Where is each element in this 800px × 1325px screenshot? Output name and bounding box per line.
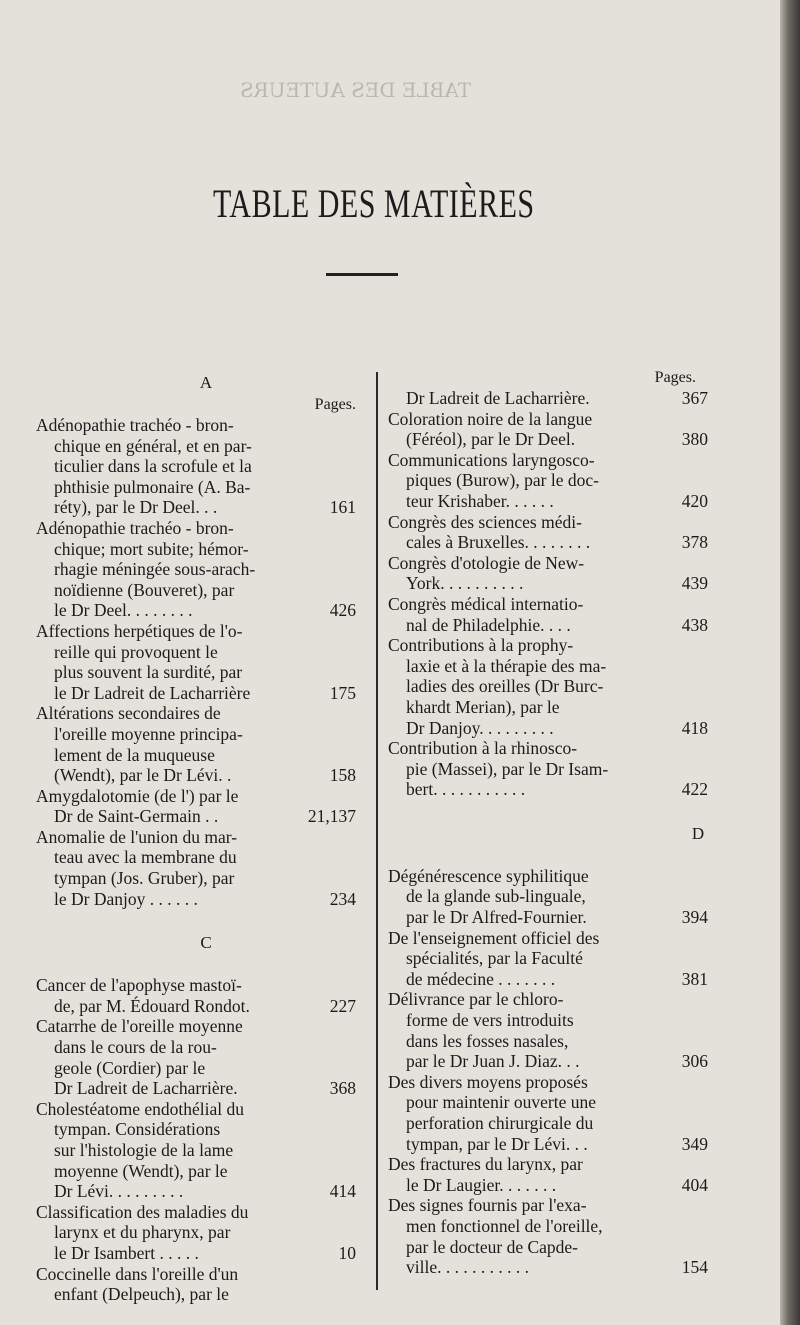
entry-text: Congrès médical internatio- <box>388 593 584 614</box>
entry-text: de médecine . . . . . . . <box>406 968 556 989</box>
entry-text: chique en général, et en par- <box>54 435 252 456</box>
entry-text: Dr Lévi. . . . . . . . . <box>54 1181 184 1202</box>
page-number: 394 <box>681 907 708 928</box>
entry-text: geole (Cordier) par le <box>54 1057 206 1078</box>
entry-text: le Dr Isambert . . . . . <box>54 1242 199 1263</box>
page-number: 426 <box>329 600 356 621</box>
entry-text: par le docteur de Capde- <box>406 1236 579 1257</box>
title-rule <box>326 273 398 276</box>
entry-text: Affections herpétiques de l'o- <box>36 620 243 641</box>
toc-entry <box>388 553 708 594</box>
entry-text: Altérations secondaires de <box>36 703 221 724</box>
entry-text: Communications laryngosco- <box>388 449 595 470</box>
toc-entry <box>36 827 356 909</box>
entry-text: men fonctionnel de l'oreille, <box>406 1215 603 1236</box>
entry-text: lement de la muqueuse <box>54 744 215 765</box>
page-number: 422 <box>681 779 708 800</box>
page-number: 378 <box>681 532 708 553</box>
entry-text: perforation chirurgicale du <box>406 1113 594 1133</box>
entry-text: Adénopathie trachéo - bron- <box>36 415 234 435</box>
entry-text: tympan. Considérations <box>54 1119 221 1140</box>
section-gap <box>388 846 708 866</box>
page-number: 154 <box>681 1257 708 1278</box>
toc-entry <box>36 703 356 785</box>
page-number: 381 <box>681 968 708 989</box>
toc-entry <box>388 594 708 635</box>
page-number: 414 <box>329 1181 356 1202</box>
entry-text: Coloration noire de la langue <box>388 408 593 429</box>
entry-text: le Dr Danjoy . . . . . . <box>54 888 198 909</box>
entry-text: Dégénérescence syphilitique <box>388 865 589 886</box>
page-number: 420 <box>681 490 708 511</box>
page-number: 21,137 <box>307 806 356 827</box>
entry-text: Dr Danjoy. . . . . . . . . <box>406 717 554 738</box>
entry-text: piques (Burow), par le doc- <box>406 470 599 491</box>
entry-text: (Wendt), par le Dr Lévi. . <box>54 765 232 786</box>
toc-entry <box>388 1154 708 1195</box>
toc-entry <box>388 989 708 1071</box>
page-edge <box>780 0 800 1325</box>
entry-text: teau avec la membrane du <box>54 847 237 868</box>
entry-text: ladies des oreilles (Dr Burc- <box>406 676 604 697</box>
entry-text: de la glande sub-linguale, <box>406 886 586 907</box>
page-number: 418 <box>681 717 708 738</box>
entry-text: (Féréol), par le Dr Deel. <box>406 429 576 450</box>
toc-entry <box>36 518 356 621</box>
left-column <box>36 373 356 1305</box>
toc-entry <box>388 1072 708 1154</box>
toc-entry <box>388 1195 708 1277</box>
entry-text: l'oreille moyenne principa- <box>54 723 243 744</box>
entry-text: Amygdalotomie (de l') par le <box>36 785 239 806</box>
entry-text: Délivrance par le chloro- <box>388 989 564 1010</box>
entry-text: le Dr Ladreit de Lacharrière <box>54 682 251 703</box>
entry-text: moyenne (Wendt), par le <box>54 1160 228 1181</box>
entry-text: noïdienne (Bouveret), par <box>54 579 235 600</box>
toc-entry <box>388 866 708 928</box>
entry-text: Congrès d'otologie de New- <box>388 552 585 573</box>
entry-text: enfant (Delpeuch), par le <box>54 1284 229 1305</box>
entry-text: tympan (Jos. Gruber), par <box>54 868 235 889</box>
section-letter: A <box>199 373 213 392</box>
entry-text: York. . . . . . . . . . <box>406 573 524 594</box>
page-number: 158 <box>329 765 356 786</box>
page-number: 227 <box>329 995 356 1016</box>
pages-label: Pages. <box>654 369 696 386</box>
page-number: 161 <box>329 497 356 518</box>
entry-text: forme de vers introduits <box>406 1010 574 1031</box>
header-bleed-through: TABLE DES AUTEURS <box>240 78 472 102</box>
toc-entry <box>388 388 708 409</box>
toc-entry <box>388 635 708 738</box>
entry-text: le Dr Laugier. . . . . . . <box>406 1174 557 1195</box>
entry-text: Dr Ladreit de Lacharrière. <box>406 388 590 408</box>
entry-text: De l'enseignement officiel des <box>388 927 600 948</box>
entry-text: dans les fosses nasales, <box>406 1030 569 1051</box>
entry-text: bert. . . . . . . . . . . <box>406 779 526 800</box>
section-letter: D <box>691 823 705 843</box>
entry-text: rhagie méningée sous-arach- <box>54 559 256 580</box>
page-number: 438 <box>681 614 708 635</box>
entry-text: Adénopathie trachéo - bron- <box>36 517 234 538</box>
entry-text: Cholestéatome endothélial du <box>36 1098 245 1119</box>
entry-text: dans le cours de la rou- <box>54 1037 217 1058</box>
entry-text: Des divers moyens proposés <box>388 1071 588 1092</box>
page-number: 234 <box>329 888 356 909</box>
page-number: 10 <box>338 1242 356 1263</box>
entry-text: laxie et à la thérapie des ma- <box>406 655 607 676</box>
entry-text: Classification des maladies du <box>36 1201 249 1222</box>
entry-text: chique; mort subite; hémor- <box>54 538 249 559</box>
page-number: 439 <box>681 573 708 594</box>
page-number: 368 <box>329 1078 356 1099</box>
entry-text: spécialités, par la Faculté <box>406 948 583 969</box>
entry-text: Catarrhe de l'oreille moyenne <box>36 1016 243 1037</box>
entry-text: nal de Philadelphie. . . . <box>406 614 571 635</box>
toc-entry <box>36 1202 356 1264</box>
entry-text: Contribution à la rhinosco- <box>388 738 578 759</box>
entry-text: de, par M. Édouard Rondot. <box>54 995 250 1016</box>
page-number: 175 <box>329 682 356 703</box>
entry-text: khardt Merian), par le <box>406 696 560 717</box>
toc-entry <box>36 975 356 1016</box>
entry-text: pie (Massei), par le Dr Isam- <box>406 758 609 779</box>
entry-text: Dr de Saint-Germain . . <box>54 806 219 827</box>
toc-entry <box>388 928 708 990</box>
entry-text: ticulier dans la scrofule et la <box>54 456 252 477</box>
entry-text: le Dr Deel. . . . . . . . <box>54 600 193 621</box>
entry-text: réty), par le Dr Deel. . . <box>54 497 218 518</box>
entry-text: Contributions à la prophy- <box>388 635 574 656</box>
toc-entry <box>36 415 356 518</box>
section-gap <box>36 909 356 933</box>
entry-text: Des signes fournis par l'exa- <box>388 1195 587 1216</box>
right-column <box>388 368 708 1278</box>
column-divider <box>376 372 378 1290</box>
page-number: 380 <box>681 429 708 450</box>
section-gap <box>36 955 356 975</box>
entry-text: teur Krishaber. . . . . . <box>406 490 554 511</box>
pages-label: Pages. <box>314 396 356 413</box>
entry-text: tympan, par le Dr Lévi. . . <box>406 1133 588 1154</box>
entry-text: Congrès des sciences médi- <box>388 511 582 532</box>
section-letter: C <box>200 933 212 953</box>
entry-text: larynx et du pharynx, par <box>54 1222 231 1243</box>
entry-text: par le Dr Alfred-Fournier. <box>406 907 587 928</box>
toc-entry <box>36 621 356 703</box>
entry-text: Cancer de l'apophyse mastoï- <box>36 975 242 996</box>
page-number: 404 <box>681 1174 708 1195</box>
toc-entry <box>388 409 708 450</box>
page-number: 349 <box>681 1133 708 1154</box>
toc-entry <box>388 738 708 800</box>
entry-text: Anomalie de l'union du mar- <box>36 826 238 847</box>
page-number: 306 <box>681 1051 708 1072</box>
entry-text: Des fractures du larynx, par <box>388 1154 583 1175</box>
entry-text: Dr Ladreit de Lacharrière. <box>54 1078 238 1099</box>
page-title: TABLE DES MATIÈRES <box>213 182 535 227</box>
page-number: 367 <box>681 388 708 408</box>
entry-text: pour maintenir ouverte une <box>406 1092 597 1113</box>
toc-entry <box>388 450 708 512</box>
entry-text: phthisie pulmonaire (A. Ba- <box>54 476 251 497</box>
entry-text: cales à Bruxelles. . . . . . . . <box>406 532 591 553</box>
entry-text: ville. . . . . . . . . . . <box>406 1257 529 1278</box>
entry-text: reille qui provoquent le <box>54 641 218 662</box>
entry-text: Coccinelle dans l'oreille d'un <box>36 1263 239 1284</box>
toc-entry <box>388 512 708 553</box>
entry-text: plus souvent la surdité, par <box>54 662 243 683</box>
entry-text: sur l'histologie de la lame <box>54 1140 234 1160</box>
section-gap <box>388 800 708 824</box>
toc-entry <box>36 1264 356 1305</box>
toc-entry <box>36 1016 356 1098</box>
toc-entry <box>36 786 356 827</box>
entry-text: par le Dr Juan J. Diaz. . . <box>406 1051 580 1072</box>
toc-entry <box>36 1099 356 1202</box>
